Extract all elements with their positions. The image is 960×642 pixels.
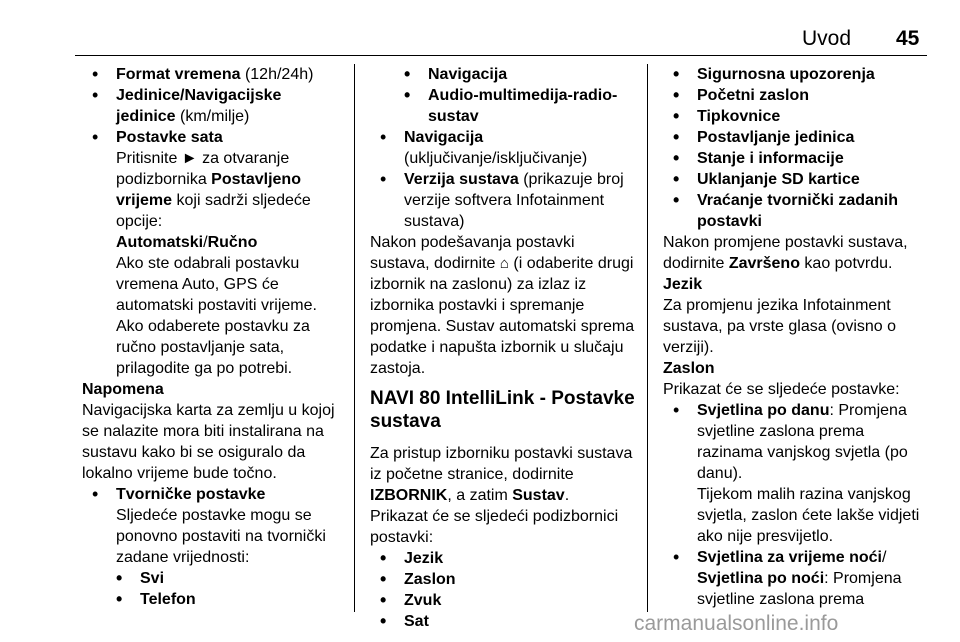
note-title: Napomena <box>82 381 164 398</box>
paragraph: Za pristup izborniku postavki sustava iz početne stranice, dodirnite IZBORNIK, a zatim Sustav. <box>370 445 633 504</box>
list-item: • Stanje i informacije <box>663 148 925 169</box>
column-divider-1 <box>354 64 355 612</box>
list-item: • Format vremena (12h/24h) <box>82 64 344 85</box>
paragraph: Nakon promjene postavki sustava, dodirnite Završeno kao potvrdu. <box>663 234 908 272</box>
list-item: • Navigacija (uključivanje/isključivanje) <box>370 127 636 169</box>
list-item: • Svjetlina po danu: Promjena svjetline zaslona prema razinama vanjskog svjetla (po danu). <box>663 400 925 484</box>
sub-list-item: • Svi <box>82 568 344 589</box>
list-item: • Sigurnosna upozorenja <box>663 64 925 85</box>
list-item: • Vraćanje tvornički zadanih postavki <box>663 190 925 232</box>
paragraph: Ako ste odabrali postavku vremena Auto, GPS će automatski postaviti vrijeme. <box>116 255 317 314</box>
list-item: • Verzija sustava (prikazuje broj verzije softvera Infotainment sustava) <box>370 169 636 232</box>
subsection-title: Jezik <box>663 276 703 293</box>
column-2 <box>370 64 636 632</box>
home-icon: ⌂ <box>499 255 509 272</box>
paragraph: Za promjenu jezika Infotainment sustava, pa vrste glasa (ovisno o verziji). <box>663 297 897 356</box>
list-item: • Zvuk <box>370 590 636 611</box>
list-item: • Tipkovnice <box>663 106 925 127</box>
sub-list-item: • Audio-multimedija-radio-sustav <box>370 85 636 127</box>
list-item: • Početni zaslon <box>663 85 925 106</box>
list-item: • Jezik <box>370 548 636 569</box>
list-item: • Postavljanje jedinica <box>663 127 925 148</box>
note-text: Navigacijska karta za zemlju u kojoj se nalazite mora biti instalirana na sustavu kako bi se osiguralo da lokalno vrijeme bude točno. <box>82 402 335 482</box>
paragraph: Tijekom malih razina vanjskog svjetla, zaslon ćete lakše vidjeti ako nije presvijetlo. <box>697 486 920 545</box>
paragraph: Sljedeće postavke mogu se ponovno postaviti na tvornički zadane vrijednosti: <box>116 507 326 566</box>
sub-list-item: • Navigacija <box>370 64 636 85</box>
section-heading: NAVI 80 IntelliLink - Postavke sustava <box>370 388 635 432</box>
list-item: • Tvorničke postavke <box>82 484 344 505</box>
column-1 <box>82 64 344 610</box>
list-item: • Postavke sata <box>82 127 344 148</box>
subsection-title: Zaslon <box>663 360 715 377</box>
paragraph: Pritisnite ► za otvaranje podizbornika Postavljeno vrijeme koji sadrži sljedeće opcije: <box>116 150 311 230</box>
paragraph: Prikazat će se sljedeći podizbornici postavki: <box>370 508 619 546</box>
paragraph: Prikazat će se sljedeće postavke: <box>663 381 900 398</box>
paragraph: Nakon podešavanja postavki sustava, dodirnite ⌂ (i odaberite drugi izbornik na zaslonu) za izlaz iz izbornika postavki i spremanje promjena. Sustav automatski sprema podatke i napušta izbornik u slučaju zastoja. <box>370 234 635 377</box>
page-number: 45 <box>896 27 920 50</box>
list-item: • Sat <box>370 611 636 632</box>
section-title: Uvod <box>802 27 852 50</box>
header-rule <box>75 55 927 56</box>
list-item: • Zaslon <box>370 569 636 590</box>
column-3 <box>663 64 925 610</box>
sub-list-item: • Telefon <box>82 589 344 610</box>
list-item: • Jedinice/Navigacijske jedinice (km/milje) <box>82 85 344 127</box>
paragraph: Automatski/Ručno <box>116 234 258 251</box>
list-item: • Uklanjanje SD kartice <box>663 169 925 190</box>
list-item: • Svjetlina za vrijeme noći/ Svjetlina po noći: Promjena svjetline zaslona prema <box>663 547 925 610</box>
watermark: carmanualsonline.info <box>634 612 839 635</box>
paragraph: Ako odaberete postavku za ručno postavljanje sata, prilagodite ga po potrebi. <box>116 318 310 377</box>
column-divider-2 <box>647 64 648 612</box>
